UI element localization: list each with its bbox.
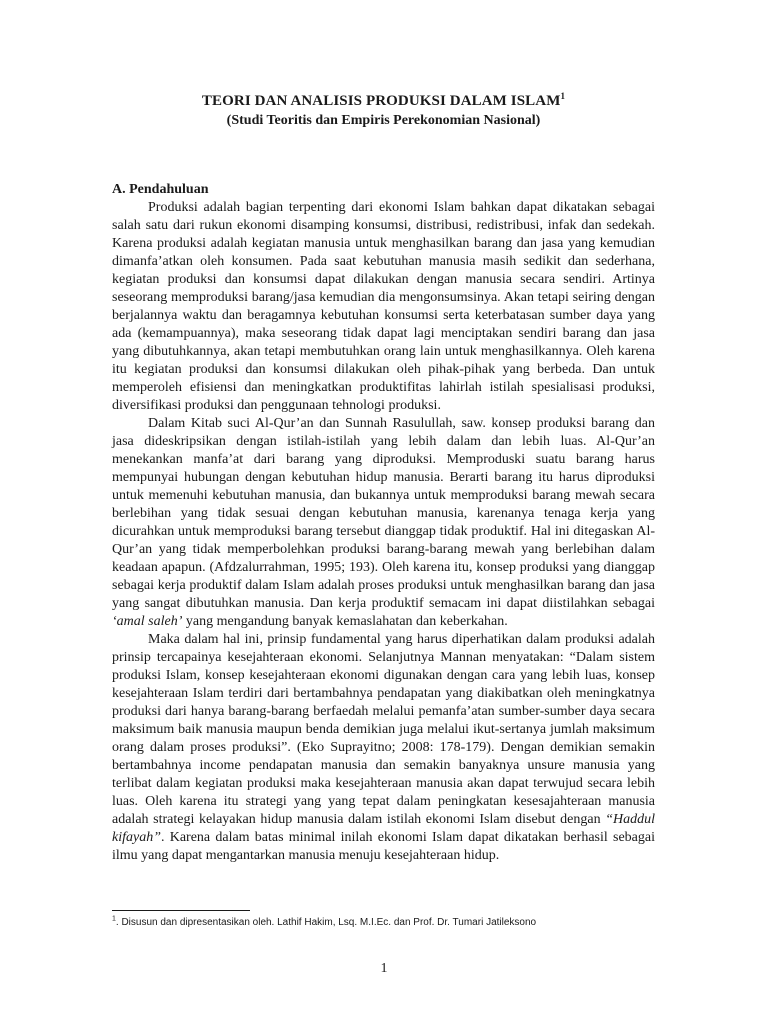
title-footnote-marker: 1 (560, 91, 566, 101)
footnote (112, 916, 672, 929)
paragraph-2-text-b: yang mengandung banyak kemaslahatan dan keberkahan. (182, 614, 508, 629)
page-number: 1 (380, 961, 388, 976)
paragraph-3-text-b: . Karena dalam batas minimal inilah ekonomi Islam dapat dikatakan berhasil sebagai ilmu yang dapat mengantarkan manusia menuju kesejahteraan hidup. (112, 830, 655, 863)
document-title-text: TEORI DAN ANALISIS PRODUKSI DALAM ISLAM (201, 93, 561, 109)
document-subtitle: (Studi Teoritis dan Empiris Perekonomian Nasional) (226, 113, 541, 128)
footnote-separator (112, 910, 250, 911)
paragraph-3 (112, 631, 655, 865)
paragraph-3-text-a: Maka dalam hal ini, prinsip fundamental yang harus diperhatikan dalam produksi adalah prinsip tercapainya kesejahteraan ekonomi. Selanjutnya Mannan menyatakan: “Dalam sistem produksi Islam, konsep kesejahteraan ekonomi digunakan dengan cara yang lebih luas, konsep kesejahteraan Islam terdiri dari bertambahnya pendapatan yang diakibatkan oleh meningkatnya produksi dari hanya barang-barang berfaedah melalui pemanfa’atan sumber-sumber daya secara maksimum baik manusia maupun benda demikian juga melalui ikut-sertanya jumlah maksimum orang dalam proses produksi”. (Eko Suprayitno; 2008: 178-179). Dengan demikian semakin bertambahnya income pendapatan manusia dan semakin banyaknya unsure manusia yang terlibat dalam kegiatan produksi maka kesejahteraan manusia akan dapat terwujud secara lebih luas. Oleh karena itu strategi yang yang tepat dalam peningkatan kesesajahteraan manusia adalah strategi kelayakan hidup manusia dalam istilah ekonomi Islam disebut dengan (112, 632, 655, 827)
paragraph-2 (112, 415, 655, 631)
document-title (112, 92, 655, 111)
paragraph-2-text-a: Dalam Kitab suci Al-Qur’an dan Sunnah Rasulullah, saw. konsep produksi barang dan jasa dideskripsikan dengan istilah-istilah yang lebih dalam dan lebih luas. Al-Qur’an menekankan manfa’at dari barang yang diproduksi. Memproduski suatu barang harus mempunyai hubungan dengan kebutuhan hidup manusia. Berarti barang itu harus diproduksi untuk memenuhi kebutuhan manusia, dan bukannya untuk memproduksi barang mewah secara berlebihan yang tidak sesuai dengan kebutuhan manusia, karenanya tenaga kerja yang dicurahkan untuk memproduksi barang tersebut dianggap tidak produktif. Hal ini ditegaskan Al-Qur’an yang tidak memperbolehkan produksi barang-barang mewah yang berlebihan dalam keadaan apapun. (Afdzalurrahman, 1995; 193). Oleh karena itu, konsep produksi yang dianggap sebagai kerja produktif dalam Islam adalah proses produksi untuk menghasilkan barang dan jasa yang sangat dibutuhkan manusia. Dan kerja produktif semacam ini dapat diistilahkan sebagai (112, 416, 655, 611)
document-page (112, 92, 655, 865)
section-heading: A. Pendahuluan (112, 182, 209, 197)
paragraph-1: Produksi adalah bagian terpenting dari ekonomi Islam bahkan dapat dikatakan sebagai salah satu dari rukun ekonomi disamping konsumsi, distribusi, redistribusi, infak dan sedekah. Karena produksi adalah kegiatan manusia untuk menghasilkan barang dan jasa yang kemudian dimanfa’atkan oleh konsumen. Pada saat kebutuhan manusia masih sedikit dan sederhana, kegiatan produksi dan konsumsi dapat dilakukan dengan manusia secara sendiri. Artinya seseorang memproduksi barang/jasa kemudian dia mengonsumsinya. Akan tetapi seiring dengan berjalannya waktu dan beragamnya kebutuhan konsumsi serta keterbatasan sumber daya yang ada (kemampuannya), maka seseorang tidak dapat lagi menciptakan sendiri barang dan jasa yang dibutuhkannya, akan tetapi membutuhkan orang lain untuk menghasilkannya. Oleh karena itu kegiatan produksi dan konsumsi dilakukan oleh pihak-pihak yang berbeda. Dan untuk memperoleh efisiensi dan meningkatkan produktifitas lahirlah istilah spesialisasi produksi, diversifikasi produksi dan penggunaan tehnologi produksi. (112, 200, 655, 413)
footnote-text: . Disusun dan dipresentasikan oleh. Lathif Hakim, Lsq. M.I.Ec. dan Prof. Dr. Tumari Jatileksono (115, 917, 537, 928)
paragraph-3-italic-term: “Haddul kifayah” (112, 812, 655, 845)
paragraph-2-italic-term: ‘amal saleh’ (112, 614, 183, 629)
footnote-marker: 1 (112, 915, 116, 923)
